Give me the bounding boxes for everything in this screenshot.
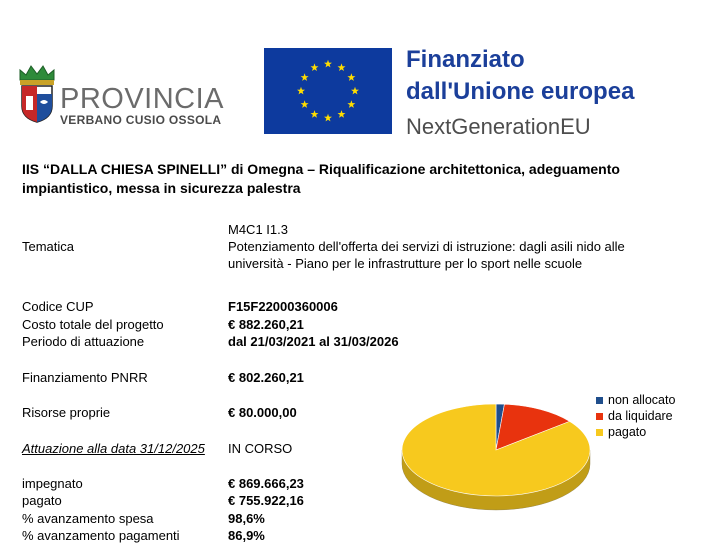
legend-swatch <box>596 413 603 420</box>
provincia-subtitle: VERBANO CUSIO OSSOLA <box>60 113 222 127</box>
provincia-name: PROVINCIA <box>60 83 225 115</box>
legend-item <box>596 424 675 440</box>
attuazione-label: Attuazione alla data 31/12/2025 <box>22 441 205 456</box>
legend-item <box>596 408 675 424</box>
legend-label: da liquidare <box>608 409 673 423</box>
cup-value: F15F22000360006 <box>228 299 338 314</box>
periodo-value: dal 21/03/2021 al 31/03/2026 <box>228 334 399 349</box>
risorse-value: € 80.000,00 <box>228 405 297 420</box>
pnrr-label: Finanziamento PNRR <box>22 370 148 385</box>
legend-item <box>596 392 675 408</box>
tematica-code: M4C1 I1.3 <box>228 222 288 237</box>
eu-flag-icon <box>264 48 392 134</box>
pie-chart <box>392 396 602 522</box>
pagato-value: € 755.922,16 <box>228 493 304 508</box>
impegnato-label: impegnato <box>22 476 83 491</box>
avanz-pagamenti-label: % avanzamento pagamenti <box>22 528 180 543</box>
avanz-spesa-value: 98,6% <box>228 511 265 526</box>
impegnato-value: € 869.666,23 <box>228 476 304 491</box>
eu-funding-line3: NextGenerationEU <box>406 114 591 139</box>
periodo-label: Periodo di attuazione <box>22 334 145 349</box>
attuazione-value: IN CORSO <box>228 441 293 456</box>
risorse-label: Risorse proprie <box>22 405 111 420</box>
legend-label: non allocato <box>608 393 676 407</box>
tematica-label: Tematica <box>22 239 75 254</box>
project-title: IIS “DALLA CHIESA SPINELLI” di Omegna – Riqualificazione architettonica, adeguamento impiantistico, messa in sicurezza palestra <box>22 161 620 196</box>
provincia-crest-icon <box>14 62 60 124</box>
costo-value: € 882.260,21 <box>228 317 304 332</box>
avanz-spesa-label: % avanzamento spesa <box>22 511 154 526</box>
pagato-label: pagato <box>22 493 62 508</box>
costo-label: Costo totale del progetto <box>22 317 164 332</box>
legend-swatch <box>596 429 603 436</box>
avanz-pagamenti-value: 86,9% <box>228 528 265 543</box>
tematica-value-line1: Potenziamento dell'offerta dei servizi di istruzione: dagli asili nido alle <box>228 239 625 254</box>
tematica-value-line2: università - Piano per le infrastrutture per lo sport nelle scuole <box>228 256 583 271</box>
eu-funding-line1: Finanziato <box>406 46 525 73</box>
chart-legend <box>596 392 675 440</box>
pnrr-value: € 802.260,21 <box>228 370 304 385</box>
legend-swatch <box>596 397 603 404</box>
legend-label: pagato <box>608 425 647 439</box>
provincia-logo <box>14 62 225 132</box>
cup-label: Codice CUP <box>22 299 94 314</box>
eu-funding-line2: dall'Unione europea <box>406 78 635 105</box>
eu-funding-text <box>406 44 634 144</box>
